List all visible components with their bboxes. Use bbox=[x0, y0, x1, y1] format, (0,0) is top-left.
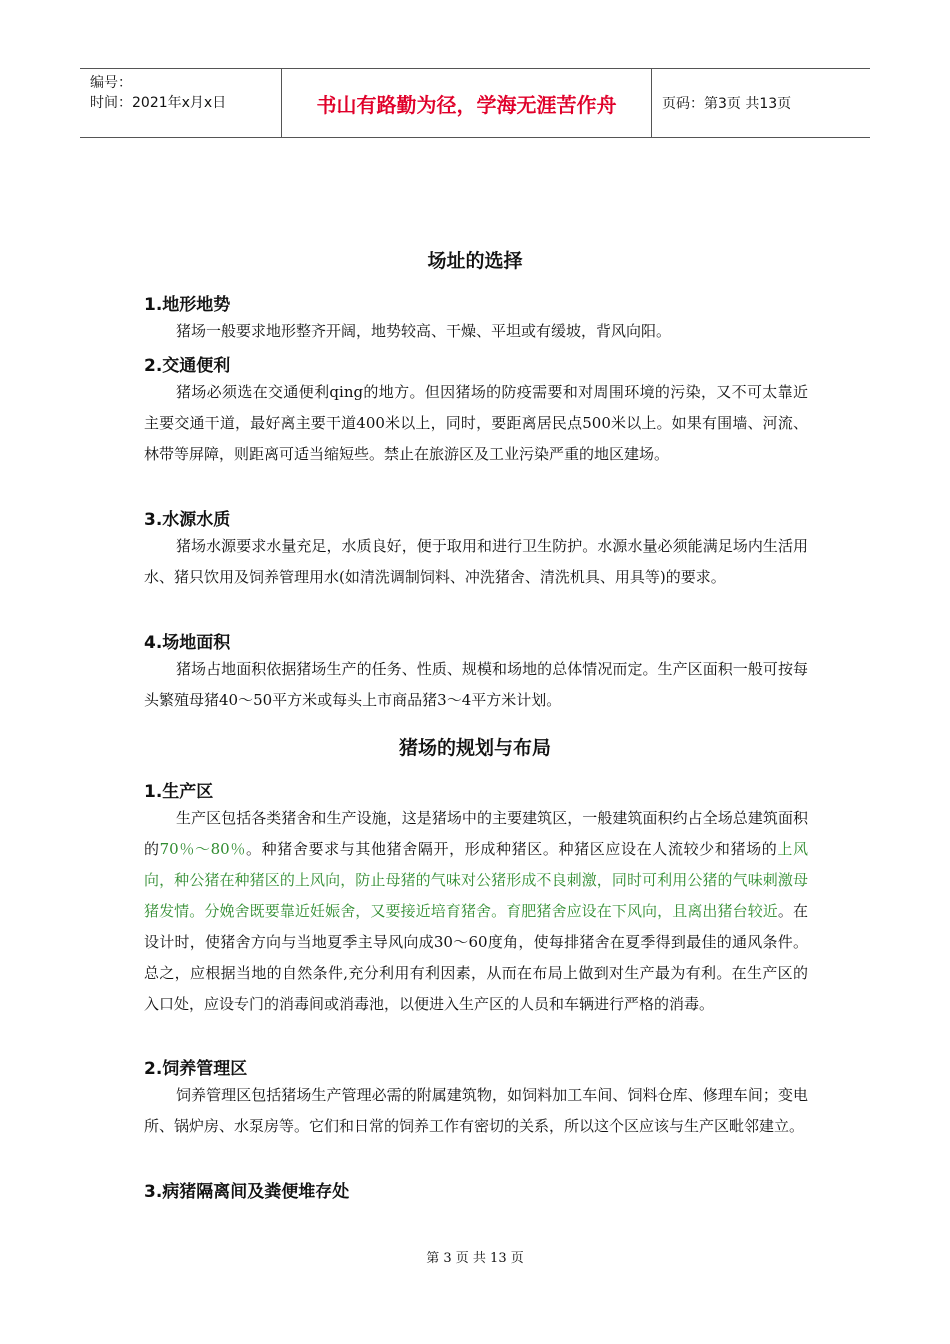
heading-transport: 2.交通便利 bbox=[144, 356, 231, 376]
heading-terrain: 1.地形地势 bbox=[144, 295, 231, 315]
section-title-layout: 猪场的规划与布局 bbox=[398, 737, 551, 759]
paragraph-area: 猪场占地面积依据猪场生产的任务、性质、规模和场地的总体情况而定。生产区面积一般可按每头繁殖母猪40～50平方米或每头上市商品猪3～4平方米计划。 bbox=[144, 660, 808, 709]
page-header bbox=[80, 68, 870, 138]
paragraph-management: 饲养管理区包括猪场生产管理必需的附属建筑物，如饲料加工车间、饲料仓库、修理车间；变电所、锅炉房、水泵房等。它们和日常的饲养工作有密切的关系，所以这个区应该与生产区毗邻建立。 bbox=[144, 1086, 808, 1135]
paragraph-water: 猪场水源要求水量充足，水质良好，便于取用和进行卫生防护。水源水量必须能满足场内生活用水、猪只饮用及饲养管理用水(如清洗调制饲料、冲洗猪舍、清洗机具、用具等)的要求。 bbox=[144, 537, 808, 586]
heading-area: 4.场地面积 bbox=[144, 633, 231, 653]
production-highlight-ratio: 70％～80％ bbox=[159, 840, 246, 858]
number-label: 编号： bbox=[90, 75, 132, 91]
production-text-c: 。在设计时，使猪舍方向与当地夏季主导风向成30～60度角，使每排猪舍在夏季得到最佳的通风条件。总之，应根据当地的自然条件,充分利用有利因素，从而在布局上做到对生产最为有利。在生产区的入口处，应设专门的消毒间或消毒池，以便进入生产区的人员和车辆进行严格的消毒。 bbox=[144, 902, 808, 1013]
heading-management: 2.饲养管理区 bbox=[144, 1059, 248, 1079]
page-footer: 第 3 页 共 13 页 bbox=[426, 1251, 524, 1266]
paragraph-transport: 猪场必须选在交通便利qing的地方。但因猪场的防疫需要和对周围环境的污染，又不可太靠近主要交通干道，最好离主要干道400米以上，同时，要距离居民点500米以上。如果有围墙、河流、林带等屏障，则距离可适当缩短些。禁止在旅游区及工业污染严重的地区建场。 bbox=[144, 383, 808, 463]
heading-production: 1.生产区 bbox=[144, 782, 214, 802]
paragraph-production bbox=[144, 803, 808, 1020]
paragraph-terrain: 猪场一般要求地形整齐开阔，地势较高、干燥、平坦或有缓坡，背风向阳。 bbox=[176, 322, 672, 340]
header-meta bbox=[80, 69, 282, 137]
page-indicator: 页码：第3页 共13页 bbox=[662, 96, 792, 112]
production-text-b: 。种猪舍要求与其他猪舍隔开，形成种猪区。种猪区应设在人流较少和猪场的 bbox=[245, 840, 778, 858]
motto: 书山有路勤为径，学海无涯苦作舟 bbox=[282, 69, 652, 137]
date-label: 时间：2021年x月x日 bbox=[90, 95, 227, 111]
production-text-a: 生产区包括各类猪舍和生产设施，这是猪场中的主要建筑区，一般建筑面积约占全场总建筑面积的 bbox=[144, 809, 808, 858]
heading-water: 3.水源水质 bbox=[144, 510, 231, 530]
heading-isolation: 3.病猪隔离间及粪便堆存处 bbox=[144, 1182, 350, 1202]
production-highlight-wind: 上风向，种公猪在种猪区的上风向，防止母猪的气味对公猪形成不良刺激，同时可利用公猪的气味刺激母猪发情。分娩舍既要靠近妊娠舍，又要接近培育猪舍。育肥猪舍应设在下风向，且离出猪台较近 bbox=[144, 840, 808, 920]
section-title-site: 场址的选择 bbox=[427, 250, 523, 272]
